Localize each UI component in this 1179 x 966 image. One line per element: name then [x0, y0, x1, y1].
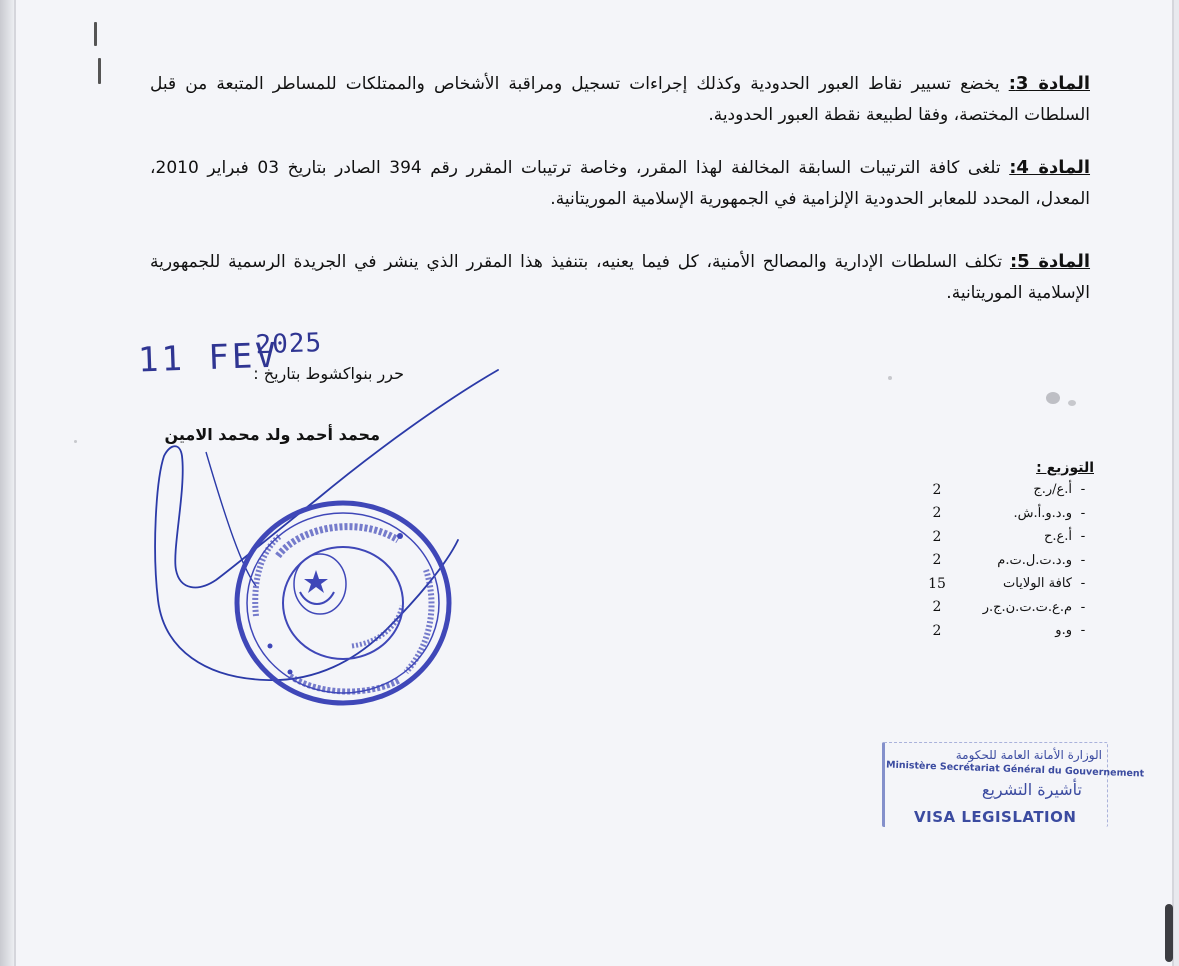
- distribution-quantity: 15: [928, 575, 946, 592]
- distribution-quantity: 2: [932, 552, 942, 569]
- distribution-list: [834, 460, 1094, 643]
- distribution-quantity: 2: [932, 622, 942, 639]
- margin-mark: [98, 58, 101, 84]
- official-seal: [230, 496, 456, 710]
- paper-speck: [1046, 392, 1060, 404]
- distribution-quantity: 2: [932, 599, 942, 616]
- distribution-dash: -: [1080, 552, 1086, 568]
- distribution-dash: -: [1080, 482, 1086, 498]
- distribution-row: [834, 549, 1094, 573]
- distribution-dash: -: [1080, 623, 1086, 639]
- distribution-quantity: 2: [932, 481, 942, 498]
- distribution-dash: -: [1080, 529, 1086, 545]
- article-3-label: المادة 3:: [1008, 73, 1090, 94]
- distribution-row: [834, 502, 1094, 526]
- date-line: حرر بنواكشوط بتاريخ :: [253, 364, 404, 383]
- signer-name: محمد أحمد ولد محمد الامين: [164, 425, 380, 444]
- visa-legislation-stamp: [874, 742, 1145, 832]
- paper-speck: [74, 440, 77, 443]
- distribution-row: [834, 596, 1094, 620]
- article-5: [150, 246, 1090, 309]
- distribution-row: [834, 478, 1094, 502]
- article-4: [150, 152, 1090, 215]
- distribution-row: [834, 619, 1094, 643]
- distribution-dash: -: [1080, 576, 1086, 592]
- distribution-quantity: 2: [932, 505, 942, 522]
- visa-title-fr: VISA LEGISLATION: [914, 808, 1077, 826]
- distribution-recipient: و.د.ت.ل.ت.م: [997, 552, 1072, 568]
- distribution-title: التوزيع :: [1036, 460, 1094, 476]
- article-4-text: تلغى كافة الترتيبات السابقة المخالفة لهذا المقرر، وخاصة ترتيبات المقرر رقم 394 الصادر بتاريخ 03 فبراير 2010، المعدل، المحدد للمعابر الحدودية الإلزامية في الجمهورية الإسلامية الموريتانية.: [150, 158, 1090, 209]
- page-edge-shadow: [0, 0, 14, 966]
- paper-speck: [888, 376, 892, 380]
- distribution-recipient: و.و: [1055, 623, 1072, 639]
- distribution-quantity: 2: [932, 528, 942, 545]
- distribution-recipient: و.د.و.أ.ش.: [1013, 505, 1072, 521]
- distribution-row: [834, 525, 1094, 549]
- visa-title-ar: تأشيرة التشريع: [981, 780, 1082, 799]
- article-5-text: تكلف السلطات الإدارية والمصالح الأمنية، كل فيما يعنيه، بتنفيذ هذا المقرر الذي ينشر في الجريدة الرسمية للجمهورية الإسلامية الموريتانية.: [150, 252, 1090, 303]
- date-stamp-day-month: 11 FEV: [137, 335, 280, 381]
- visa-ministry-fr: Ministère Secrétariat Général du Gouvernement: [885, 759, 1145, 780]
- article-5-label: المادة 5:: [1009, 251, 1091, 272]
- distribution-row: [834, 572, 1094, 596]
- distribution-dash: -: [1080, 505, 1086, 521]
- document-page: [14, 0, 1174, 966]
- article-3-text: يخضع تسيير نقاط العبور الحدودية وكذلك إجراءات تسجيل ومراقبة الأشخاص والممتلكات للمساطر المتبعة من قبل السلطات المختصة، وفقا لطبيعة نقطة العبور الحدودية.: [150, 74, 1090, 125]
- article-3: [150, 68, 1090, 131]
- margin-mark: [94, 22, 97, 46]
- visa-ministry-ar: الوزارة الأمانة العامة للحكومة: [955, 748, 1102, 762]
- scrollbar-thumb[interactable]: [1165, 904, 1173, 962]
- distribution-recipient: م.ع.ت.ت.ن.ج.ر: [982, 599, 1072, 615]
- distribution-dash: -: [1080, 599, 1086, 615]
- article-4-label: المادة 4:: [1009, 157, 1091, 178]
- paper-speck: [1068, 400, 1076, 406]
- date-stamp-year: 2025: [255, 328, 323, 361]
- distribution-recipient: أ.ع.ح: [1043, 529, 1072, 545]
- distribution-recipient: كافة الولايات: [1003, 576, 1072, 592]
- distribution-recipient: أ.ع/ر.ج: [1033, 482, 1072, 498]
